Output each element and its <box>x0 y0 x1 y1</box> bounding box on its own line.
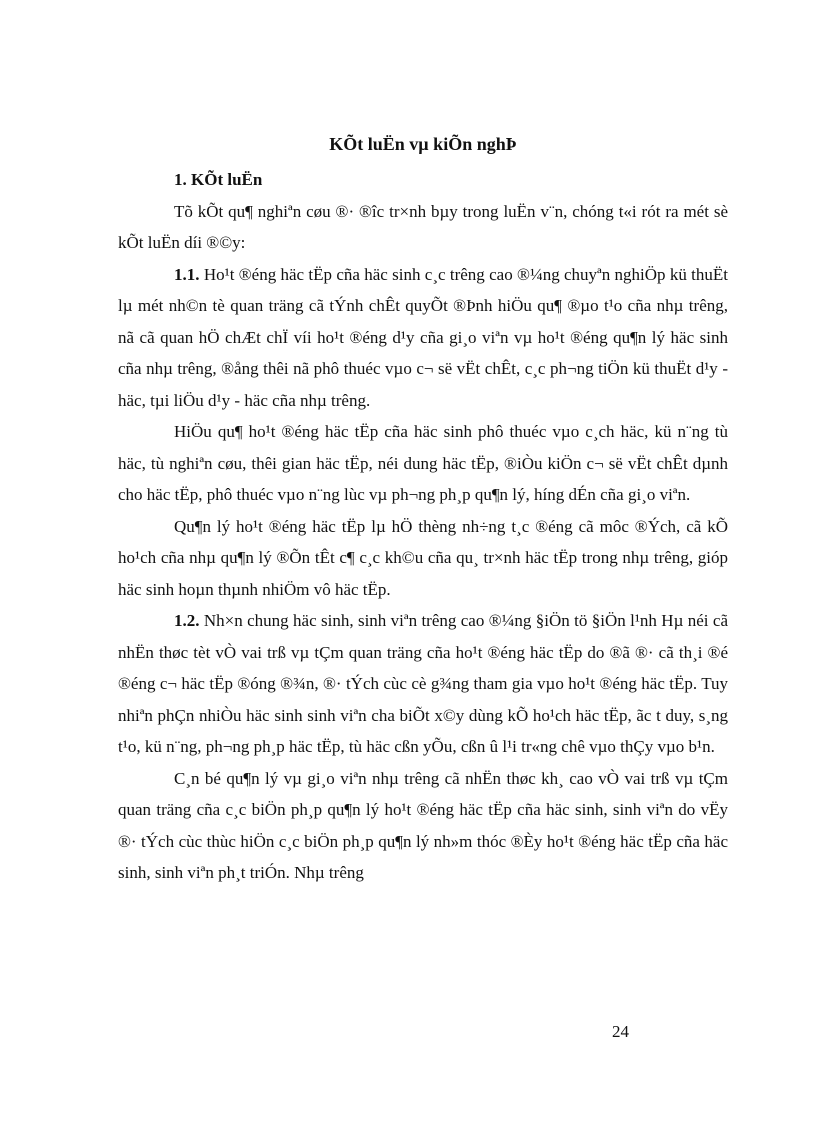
paragraph <box>118 511 728 606</box>
paragraph-text: Ho¹t ®éng häc tËp cña häc sinh c¸c trêng cao ®¼ng chuyªn nghiÖp kü thuËt lµ mét nh©n tè quan träng cã tÝnh chÊt quyÕt ®Þnh hiÖu qu¶ ®µo t¹o cña nhµ trêng, nã cã quan hÖ chÆt chÏ víi ho¹t ®éng d¹y cña gi¸o viªn vµ ho¹t ®éng qu¶n lý häc sinh cña nhµ trêng, ®ång thêi nã phô thuéc vµo c¬ së vËt chÊt, c¸c ph¬ng tiÖn kü thuËt d¹y - häc, tµi liÖu d¹y - häc cña nhµ trêng. <box>118 264 729 410</box>
paragraph <box>118 196 728 259</box>
paragraph-text: Tõ kÕt qu¶ nghiªn cøu ®· ®îc tr×nh bµy trong luËn v¨n, chóng t«i rót ra mét sè kÕt luËn díi ®©y: <box>118 201 728 252</box>
section-heading: 1. KÕt luËn <box>174 170 263 189</box>
item-number: 1.1. <box>174 264 200 284</box>
paragraph-text: Nh×n chung häc sinh, sinh viªn trêng cao ®¼ng §iÖn tö §iÖn l¹nh Hµ néi cã nhËn thøc tèt vÒ vai trß vµ tÇm quan träng cña ho¹t ®éng häc tËp do ®ã ®· cã th¸i ®é ®éng c¬ häc tËp ®óng ®¾n, ®· tÝch cùc cè g¾ng tham gia vµo ho¹t ®éng häc tËp. Tuy nhiªn phÇn nhiÒu häc sinh sinh viªn cha biÕt x©y dùng kÕ ho¹ch häc tËp, ãc t duy, s¸ng t¹o, kü n¨ng, ph¬ng ph¸p häc tËp, tù häc cßn yÕu, cßn û l¹i tr«ng chê vµo thÇy vµo b¹n. <box>118 611 728 756</box>
paragraph <box>118 763 728 889</box>
paragraph-text: HiÖu qu¶ ho¹t ®éng häc tËp cña häc sinh phô thuéc vµo c¸ch häc, kü n¨ng tù häc, tù nghiªn cøu, thêi gian häc tËp, néi dung häc tËp, ®iÒu kiÖn c¬ së vËt chÊt dµnh cho häc tËp, phô thuéc vµo n¨ng lùc vµ ph¬ng ph¸p qu¶n lý, híng dÉn cña gi¸o viªn. <box>118 422 728 504</box>
paragraph <box>118 416 728 511</box>
page-number: 24 <box>612 1022 629 1041</box>
paragraph <box>118 605 728 763</box>
item-number: 1.2. <box>174 611 200 630</box>
paragraph-text: Qu¶n lý ho¹t ®éng häc tËp lµ hÖ thèng nh÷ng t¸c ®éng cã môc ®Ých, cã kÕ ho¹ch cña nhµ qu¶n lý ®Õn tÊt c¶ c¸c kh©u cña qu¸ tr×nh häc tËp trong nhµ trêng, gióp häc sinh hoµn thµnh nhiÖm vô häc tËp. <box>118 516 728 599</box>
document-body <box>118 128 728 889</box>
page-title: KÕt luËn vµ kiÕn nghÞ <box>329 134 517 154</box>
paragraph-text: C¸n bé qu¶n lý vµ gi¸o viªn nhµ trêng cã nhËn thøc kh¸ cao vÒ vai trß vµ tÇm quan träng cña c¸c biÖn ph¸p qu¶n lý ho¹t ®éng häc tËp cña häc sinh, sinh viªn do vËy ®· tÝch cùc thùc hiÖn c¸c biÖn ph¸p qu¶n lý nh»m thóc ®Èy ho¹t ®éng häc tËp cña häc sinh, sinh viªn ph¸t triÓn. Nhµ trêng <box>118 768 728 882</box>
paragraph <box>118 259 728 417</box>
